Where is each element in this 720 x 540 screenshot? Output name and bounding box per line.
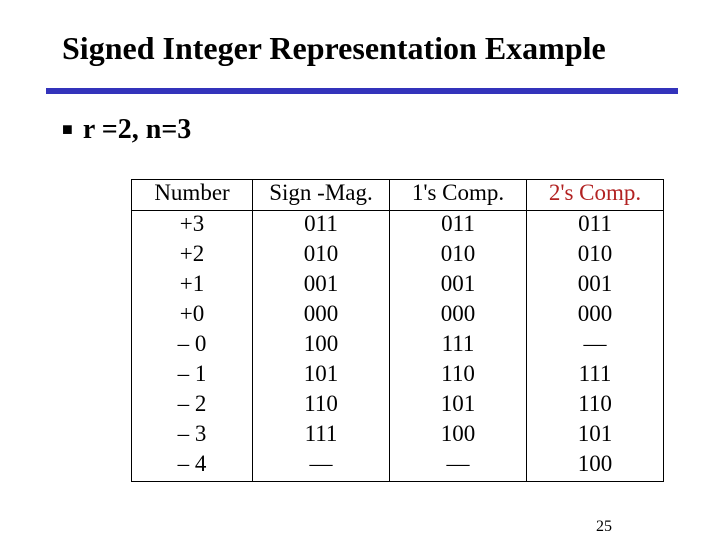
- bullet-item: [62, 114, 191, 146]
- table-row: [132, 361, 664, 391]
- cell-sign-mag: 000: [253, 301, 390, 331]
- cell-twos-comp: 101: [527, 421, 664, 451]
- cell-sign-mag: 111: [253, 421, 390, 451]
- cell-sign-mag: 110: [253, 391, 390, 421]
- cell-twos-comp: —: [527, 331, 664, 361]
- cell-number: +1: [132, 271, 253, 301]
- cell-ones-comp: 110: [390, 361, 527, 391]
- title-underline: [46, 88, 678, 94]
- cell-ones-comp: 011: [390, 211, 527, 242]
- cell-ones-comp: 000: [390, 301, 527, 331]
- cell-twos-comp: 001: [527, 271, 664, 301]
- slide-title: Signed Integer Representation Example: [62, 30, 606, 66]
- cell-ones-comp: 010: [390, 241, 527, 271]
- header-ones-comp: 1's Comp.: [390, 180, 527, 211]
- cell-ones-comp: —: [390, 451, 527, 482]
- cell-sign-mag: 011: [253, 211, 390, 242]
- cell-number: +2: [132, 241, 253, 271]
- cell-ones-comp: 111: [390, 331, 527, 361]
- cell-sign-mag: 101: [253, 361, 390, 391]
- cell-sign-mag: —: [253, 451, 390, 482]
- table-row: [132, 451, 664, 482]
- cell-ones-comp: 001: [390, 271, 527, 301]
- cell-sign-mag: 100: [253, 331, 390, 361]
- table-row: [132, 331, 664, 361]
- table-row: [132, 391, 664, 421]
- cell-sign-mag: 010: [253, 241, 390, 271]
- cell-number: – 2: [132, 391, 253, 421]
- cell-number: +3: [132, 211, 253, 242]
- cell-ones-comp: 100: [390, 421, 527, 451]
- header-twos-comp: 2's Comp.: [527, 180, 664, 211]
- cell-twos-comp: 111: [527, 361, 664, 391]
- cell-sign-mag: 001: [253, 271, 390, 301]
- table-row: [132, 241, 664, 271]
- table-header-row: [132, 180, 664, 211]
- cell-twos-comp: 100: [527, 451, 664, 482]
- cell-number: – 1: [132, 361, 253, 391]
- cell-twos-comp: 011: [527, 211, 664, 242]
- cell-ones-comp: 101: [390, 391, 527, 421]
- table-row: [132, 211, 664, 242]
- header-number: Number: [132, 180, 253, 211]
- cell-twos-comp: 000: [527, 301, 664, 331]
- representation-table: [131, 179, 664, 482]
- cell-number: – 3: [132, 421, 253, 451]
- table-row: [132, 421, 664, 451]
- cell-twos-comp: 110: [527, 391, 664, 421]
- page-number: 25: [596, 518, 612, 535]
- header-sign-mag: Sign -Mag.: [253, 180, 390, 211]
- cell-number: +0: [132, 301, 253, 331]
- cell-number: – 0: [132, 331, 253, 361]
- cell-twos-comp: 010: [527, 241, 664, 271]
- square-bullet-icon: ■: [62, 119, 73, 139]
- cell-number: – 4: [132, 451, 253, 482]
- table-row: [132, 301, 664, 331]
- bullet-text: r =2, n=3: [82, 114, 192, 145]
- table-row: [132, 271, 664, 301]
